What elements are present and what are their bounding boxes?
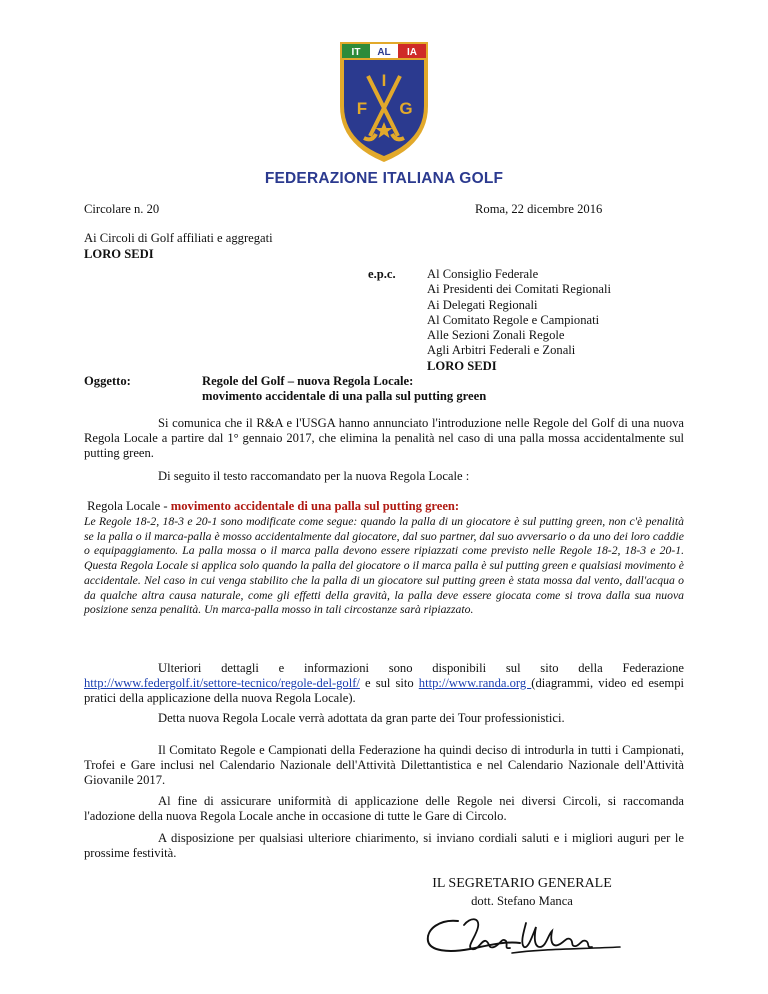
body-paragraph-intro: Si comunica che il R&A e l'USGA hanno annunciato l'introduzione nelle Regole del Golf di una nuova Regola Locale a partire dal 1° gennaio 2017, che elimina la penalità nel caso di una palla mossa accidentalmente sul putting green. [84,416,684,461]
rule-title [84,499,684,514]
logo-letter-f: F [356,99,368,118]
cc-item: Alle Sezioni Zonali Regole [427,328,565,343]
signatory-title: IL SEGRETARIO GENERALE [432,876,612,891]
cc-item: Agli Arbitri Federali e Zonali [427,343,576,358]
randa-link[interactable]: http://www.randa.org [418,676,532,691]
recipients-line: Ai Circoli di Golf affiliati e aggregati [84,231,273,245]
handwritten-signature-icon [420,913,625,961]
cc-label: e.p.c. [368,267,396,281]
body-paragraph-tour: Detta nuova Regola Locale verrà adottata da gran parte dei Tour professionistici. [158,711,565,725]
cc-closing: LORO SEDI [427,358,497,373]
links-text-end: (diagrammi, video ed esempi pratici della applicazione della nuova Regola Locale). [84,676,685,706]
body-paragraph-committee: Il Comitato Regole e Campionati della Federazione ha quindi deciso di introdurla in tutti i Campionati, Trofei e Gare inclusi nel Calendario Nazionale dell'Attività Dilettantistica e nel Calendario Nazionale dell'Attività Giovanile 2017. [84,743,684,788]
recipients-block [84,231,273,262]
rule-text: Le Regole 18-2, 18-3 e 20-1 sono modificate come segue: quando la palla di un giocatore è sul putting green, non c'è penalità se la palla o il marca-palla è mosso accidentalmente dal giocatore, dal suo partner, dal suo avversario o da uno dei loro caddie o equipaggiamento. La palla mossa o il marca palla devono essere ripiazzati come previsto nelle Regole 18-2, 18-3 e 20-1. Questa Regola Locale si applica solo quando la palla del giocatore o il marca palla è sul putting green e qualsiasi movimento è accidentale. Nel caso in cui venga stabilito che la palla di un giocatore sul putting green è stata mossa dal vento, dall'acqua o da qualche altra causa naturale, come gli effetti della gravità, la palla deve essere giocata come si trova dalla sua nuova posizione senza penalità. Un marca-palla mosso in tali circostanze sarà ripiazzato. [84,515,684,617]
rule-heading: movimento accidentale di una palla sul putting green: [170,499,460,513]
body-paragraph-links [84,661,684,707]
federation-logo-icon [334,36,434,166]
cc-item: Al Consiglio Federale [427,267,539,281]
body-paragraph-recommended: Di seguito il testo raccomandato per la nuova Regola Locale : [158,469,470,483]
federation-name: FEDERAZIONE ITALIANA GOLF [264,170,504,187]
signatory-name: dott. Stefano Manca [471,894,573,908]
federgolf-link[interactable]: http://www.federgolf.it/settore-tecnico/regole-del-golf/ [84,676,360,691]
cc-item: Al Comitato Regole e Campionati [427,312,600,327]
cc-item: Ai Presidenti dei Comitati Regionali [427,282,611,297]
subject-text [202,374,486,405]
subject-line-2: movimento accidentale di una palla sul putting green [202,389,487,404]
recipients-closing: LORO SEDI [84,246,154,261]
logo-letter-i: I [381,71,387,90]
subject-label: Oggetto: [84,374,131,388]
subject-line-1: Regole del Golf – nuova Regola Locale: [202,374,414,388]
cc-list [427,267,611,374]
circular-date: Roma, 22 dicembre 2016 [475,202,603,216]
logo-letter-g: G [399,99,413,118]
cc-item: Ai Delegati Regionali [427,297,538,312]
links-text-start: Ulteriori dettagli e informazioni sono disponibili sul sito della Federazione [158,661,684,675]
flag-text-right: IA [407,47,417,58]
rule-prefix: Regola Locale - [87,499,171,513]
body-paragraph-closing: A disposizione per qualsiasi ulteriore chiarimento, si inviano cordiali saluti e i migliori auguri per le prossime festività. [84,831,684,861]
flag-text-mid: AL [377,47,391,58]
body-paragraph-uniformity: Al fine di assicurare uniformità di applicazione delle Regole nei diversi Circoli, si raccomanda l'adozione della nuova Regola Locale anche in occasione di tutte le Gare di Circolo. [84,794,684,824]
flag-text-left: IT [351,47,361,58]
links-text-mid: e sul sito [359,676,419,691]
circular-number: Circolare n. 20 [84,202,160,216]
